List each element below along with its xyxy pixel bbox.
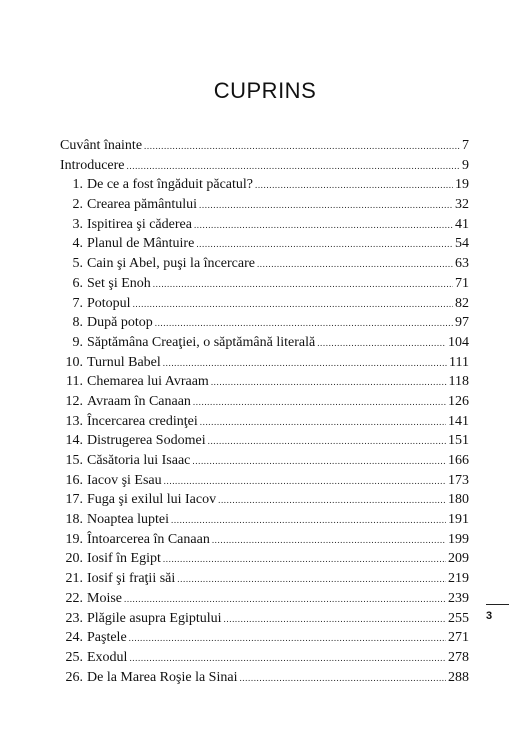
toc-entry-title: Potopul xyxy=(87,295,131,311)
toc-dot-leader xyxy=(163,550,446,570)
toc-entry-number: 11. xyxy=(66,374,83,390)
page-number-rule xyxy=(486,604,509,605)
toc-entry xyxy=(60,372,469,392)
toc-entry-number: 7. xyxy=(72,295,83,311)
toc-entry-title: Turnul Babel xyxy=(87,354,161,370)
toc-entry-page: 111 xyxy=(449,354,469,370)
toc-entry-page: 82 xyxy=(455,295,469,311)
toc-entry-page: 141 xyxy=(448,413,469,429)
toc-dot-leader xyxy=(163,354,447,374)
toc-entry xyxy=(60,530,469,550)
toc-entry-number: 22. xyxy=(65,590,83,606)
toc-dot-leader xyxy=(255,176,453,196)
toc-dot-leader xyxy=(129,649,446,669)
toc-entry xyxy=(60,313,469,333)
toc-entry-number: 12. xyxy=(65,393,83,409)
toc-entry xyxy=(60,175,469,195)
toc-entry xyxy=(60,471,469,491)
toc-entry-page: 32 xyxy=(455,197,469,213)
toc-entry-number: 21. xyxy=(65,571,83,587)
toc-entry xyxy=(60,274,469,294)
toc-entry xyxy=(60,392,469,412)
toc-entry-page: 63 xyxy=(455,256,469,272)
toc-entry-title: Iosif şi fraţii săi xyxy=(87,571,176,587)
toc-entry-title: Set şi Enoh xyxy=(87,275,151,291)
toc-entry-title: Fuga şi exilul lui Iacov xyxy=(87,492,217,508)
toc-entry xyxy=(60,451,469,471)
toc-dot-leader xyxy=(196,235,453,255)
toc-dot-leader xyxy=(257,255,453,275)
toc-entry-number: 14. xyxy=(65,433,83,449)
toc-entry-page: 118 xyxy=(448,374,469,390)
page-title: CUPRINS xyxy=(213,78,317,103)
toc-entry-title: Distrugerea Sodomei xyxy=(87,433,206,449)
toc-entry-page: 19 xyxy=(455,177,469,193)
toc-entry-title: Noaptea luptei xyxy=(87,512,170,528)
toc-dot-leader xyxy=(208,432,446,452)
toc-entry-page: 151 xyxy=(448,433,469,449)
toc-entry xyxy=(60,648,469,668)
toc-entry-page: 199 xyxy=(448,531,469,547)
toc-entry xyxy=(60,353,469,373)
toc-entry-title: Moise xyxy=(87,590,122,606)
toc-entry-title: Paştele xyxy=(87,630,127,646)
toc-dot-leader xyxy=(239,669,446,689)
toc-dot-leader xyxy=(200,413,446,433)
toc-entry xyxy=(60,195,469,215)
toc-dot-leader xyxy=(153,275,453,295)
toc-entry xyxy=(60,234,469,254)
toc-entry-title: Introducere xyxy=(60,157,125,173)
toc-dot-leader xyxy=(171,511,446,531)
toc-entry-title: Căsătoria lui Isaac xyxy=(87,453,191,468)
toc-entry-title: Plăgile asupra Egiptului xyxy=(87,610,222,626)
toc-dot-leader xyxy=(127,157,460,177)
toc-entry-title: Cuvânt înainte xyxy=(60,138,143,153)
toc-entry-page: 126 xyxy=(448,393,469,409)
toc-entry-title: Iacov şi Esau xyxy=(87,472,162,488)
toc-entry-page: 219 xyxy=(448,571,469,587)
toc-entry xyxy=(60,412,469,432)
toc-dot-leader xyxy=(211,373,447,393)
toc-dot-leader xyxy=(317,334,446,354)
toc-entry xyxy=(60,156,469,176)
toc-entry-page: 173 xyxy=(448,472,469,488)
toc-entry-page: 41 xyxy=(455,216,469,232)
toc-entry-page: 255 xyxy=(448,610,469,626)
toc-entry-number: 8. xyxy=(72,315,83,331)
toc-entry xyxy=(60,294,469,314)
toc-entry-title: Avraam în Canaan xyxy=(87,393,191,409)
toc-dot-leader xyxy=(193,393,446,413)
toc-entry xyxy=(60,254,469,274)
toc-entry-page: 288 xyxy=(448,669,469,685)
toc-entry-title: Ispitirea şi căderea xyxy=(87,216,192,232)
toc-entry-title: Planul de Mântuire xyxy=(87,236,195,252)
toc-entry-page: 54 xyxy=(455,236,469,252)
toc-entry-number: 20. xyxy=(65,551,83,567)
toc-entry-number: 9. xyxy=(72,334,83,350)
toc-entry-page: 97 xyxy=(455,315,469,331)
toc-dot-leader xyxy=(124,590,446,610)
toc-entry-number: 1. xyxy=(72,177,83,193)
table-of-contents xyxy=(60,136,469,687)
toc-dot-leader xyxy=(194,216,453,236)
toc-entry-title: Cain şi Abel, puşi la încercare xyxy=(87,256,255,272)
toc-entry-number: 5. xyxy=(72,256,83,272)
toc-entry-number: 24. xyxy=(65,630,83,646)
toc-entry-number: 6. xyxy=(72,275,83,291)
toc-dot-leader xyxy=(155,314,453,334)
toc-entry xyxy=(60,628,469,648)
toc-entry-page: 180 xyxy=(448,492,469,508)
toc-entry-number: 4. xyxy=(72,236,83,252)
toc-entry xyxy=(60,136,469,156)
toc-entry-page: 278 xyxy=(448,649,469,665)
toc-entry-page: 209 xyxy=(448,551,469,567)
toc-entry xyxy=(60,609,469,629)
toc-entry-number: 15. xyxy=(65,453,83,468)
toc-entry-title: Exodul xyxy=(87,649,128,665)
toc-entry xyxy=(60,490,469,510)
toc-entry-number: 2. xyxy=(72,197,83,213)
toc-entry-title: De ce a fost îngăduit păcatul? xyxy=(87,177,253,193)
toc-entry-page: 271 xyxy=(448,630,469,646)
toc-entry-number: 23. xyxy=(65,610,83,626)
toc-dot-leader xyxy=(164,472,446,492)
toc-dot-leader xyxy=(129,629,446,649)
toc-entry xyxy=(60,668,469,688)
toc-entry-number: 18. xyxy=(65,512,83,528)
page-number: 3 xyxy=(486,610,493,622)
toc-dot-leader xyxy=(144,137,460,157)
toc-entry-page: 9 xyxy=(462,157,469,173)
toc-entry xyxy=(60,431,469,451)
toc-entry-title: Chemarea lui Avraam xyxy=(87,374,209,390)
toc-dot-leader xyxy=(212,531,446,551)
toc-entry-number: 10. xyxy=(65,354,83,370)
toc-entry-number: 25. xyxy=(65,649,83,665)
toc-entry-title: După potop xyxy=(87,315,153,331)
toc-dot-leader xyxy=(224,610,446,630)
toc-entry xyxy=(60,215,469,235)
toc-entry-title: Crearea pământului xyxy=(87,197,198,213)
toc-entry-title: Întoarcerea în Canaan xyxy=(87,531,210,547)
toc-entry-number: 16. xyxy=(65,472,83,488)
toc-entry-page: 7 xyxy=(462,138,469,153)
toc-dot-leader xyxy=(177,570,446,590)
toc-entry-number: 19. xyxy=(65,531,83,547)
toc-entry-title: Săptămâna Creaţiei, o săptămână literală xyxy=(87,334,316,350)
toc-entry-page: 104 xyxy=(448,334,469,350)
toc-entry xyxy=(60,333,469,353)
toc-dot-leader xyxy=(218,491,446,511)
toc-dot-leader xyxy=(199,196,453,216)
toc-dot-leader xyxy=(133,295,453,315)
toc-entry-page: 191 xyxy=(448,512,469,528)
toc-entry-number: 13. xyxy=(65,413,83,429)
toc-entry-number: 17. xyxy=(65,492,83,508)
toc-entry-number: 3. xyxy=(72,216,83,232)
toc-entry-page: 166 xyxy=(448,453,469,468)
toc-entry xyxy=(60,569,469,589)
toc-entry xyxy=(60,549,469,569)
toc-dot-leader xyxy=(192,452,446,472)
toc-entry-title: Încercarea credinţei xyxy=(87,413,198,429)
toc-entry xyxy=(60,510,469,530)
toc-entry-title: De la Marea Roşie la Sinai xyxy=(87,669,238,685)
toc-entry-page: 71 xyxy=(455,275,469,291)
toc-entry xyxy=(60,589,469,609)
toc-entry-number: 26. xyxy=(65,669,83,685)
toc-entry-page: 239 xyxy=(448,590,469,606)
toc-entry-title: Iosif în Egipt xyxy=(87,551,161,567)
